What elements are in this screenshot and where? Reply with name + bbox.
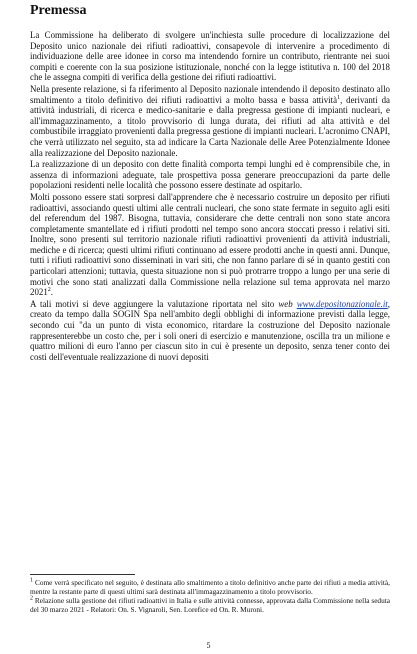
paragraph-2 bbox=[30, 84, 390, 158]
footnote-ref-2[interactable]: 2 bbox=[47, 287, 51, 294]
paragraph-4 bbox=[30, 192, 390, 298]
footnote-2 bbox=[30, 597, 390, 614]
footnote-2-text: Relazione sulla gestione dei rifiuti radioattivi in Italia e sulle attività connesse, approvata dalla Commissione nella seduta del 30 marzo 2021 - Relatori: On. S. Vignaroli, Sen. Lorefice ed On. R. Muroni. bbox=[30, 596, 390, 614]
footnote-2-number: 2 bbox=[30, 595, 33, 602]
footnote-1-number: 1 bbox=[30, 577, 33, 584]
paragraph-5 bbox=[30, 299, 390, 363]
paragraph-5-text-b: , creato da tempo dalla SOGIN Spa nell'ambito degli obblighi di informazione previsti dalla legge, secondo cui "da un punto di vista economico, ritardare la costruzione del Deposito nazionale rappresenterebbe un costo che, per i soli oneri di esercizio e manutenzione, oscilla tra un milione e quattro milioni di euro l'anno per ciascun sito in cui è presente un deposito, senza tener conto dei costi dell'eventuale realizzazione di nuovi depositi bbox=[30, 298, 390, 362]
paragraph-4-text-b: . bbox=[50, 287, 53, 298]
paragraph-4-text-a: Molti possono essere stati sorpresi dall'apprendere che è necessario costruire un deposito per rifiuti radioattivi, associando questi ultimi alle centrali nucleari, che sono state fermate in seguito agli esiti del referendum del 1987. Bisogna, tuttavia, considerare che dette centrali non sono state ancora completamente smantellate ed i rifiuti prodotti nel tempo sono ancora stoccati presso i relativi siti. Inoltre, sono presenti sul territorio nazionale rifiuti radioattivi provenienti da attività industriali, mediche e di ricerca; questi ultimi rifiuti continuano ad essere prodotti anche in questi anni. Dunque, tutti i rifiuti radioattivi sono disseminati in vari siti, che non fanno parlare di sé in quanto gestiti con particolari attenzioni; tuttavia, questa situazione non si può protrarre troppo a lungo per una serie di motivi che sono stati analizzati dalla Commissione nella relazione sul tema approvata nel marzo 2021 bbox=[30, 191, 390, 298]
footnote-1 bbox=[30, 579, 390, 596]
body-text bbox=[30, 30, 390, 363]
paragraph-5-text-a: A tali motivi si deve aggiungere la valutazione riportata nel sito bbox=[30, 298, 279, 309]
website-link[interactable]: www.depositonazionale.it bbox=[296, 298, 388, 309]
paragraph-3 bbox=[30, 159, 390, 191]
paragraph-1-text: La Commissione ha deliberato di svolgere un'inchiesta sulle procedure di localizzazione del Deposito unico nazionale dei rifiuti radioattivi, consapevole di intervenire a procedimento di individuazione delle aree idonee in corso ma intendendo fornire un contributo, rientrante nei suoi compiti e coerente con la sua posizione istituzionale, nonché con la legge istitutiva n. 100 del 2018 che le assegna compiti di verifica della gestione dei rifiuti radioattivi. bbox=[30, 30, 390, 83]
paragraph-3-text: La realizzazione di un deposito con dette finalità comporta tempi lunghi ed è comprensibile che, in assenza di informazioni adeguate, tale prospettiva possa generare preoccupazioni da parte delle popolazioni residenti nelle località che possono essere destinate ad ospitarlo. bbox=[30, 159, 390, 191]
paragraph-2-text-a: Nella presente relazione, si fa riferimento al Deposito nazionale intendendo il deposito destinato allo smaltimento a titolo definitivo dei rifiuti radioattivi a molto bassa e bassa attività bbox=[30, 83, 390, 105]
footnote-separator bbox=[30, 574, 135, 575]
paragraph-2-text-b: , derivanti da attività industriali, di ricerca e medico-sanitarie e dalla pregressa gestione di impianti nucleari, e all'immagazzinamento, a titolo provvisorio di lunga durata, dei rifiuti ad alta attività e del combustibile irraggiato provenienti dalla pregressa gestione di impianti nucleari. L'acronimo CNAPI, che verrà utilizzato nel seguito, sta ad indicare la Carta Nazionale delle Aree Potenzialmente Idonee alla realizzazione del Deposito nazionale. bbox=[30, 94, 390, 158]
footnote-ref-1[interactable]: 1 bbox=[337, 94, 341, 101]
footnotes bbox=[30, 579, 390, 615]
page-number: 5 bbox=[206, 641, 211, 650]
section-heading: Premessa bbox=[30, 3, 87, 18]
web-word: web bbox=[278, 298, 293, 309]
paragraph-1 bbox=[30, 30, 390, 83]
footnote-1-text: Come verrà specificato nel seguito, è destinata allo smaltimento a titolo definitivo anche parte dei rifiuti a media attività, mentre la restante parte di questi ultimi sarà destinata all'immagazzinamento a titolo provvisorio. bbox=[30, 578, 390, 596]
